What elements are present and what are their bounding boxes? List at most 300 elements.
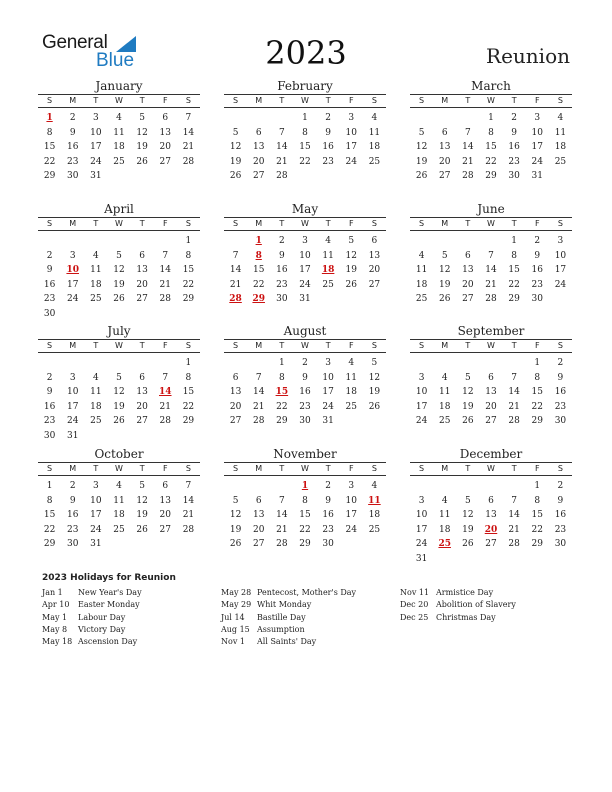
day-cell: 4 [441,372,448,383]
day-cell: 24 [531,156,543,167]
empty-day [247,356,270,371]
day-cell: 11 [90,387,102,397]
empty-day [131,234,154,249]
day-cell: 3 [348,481,355,491]
day-cell: 19 [438,279,451,290]
day-cell: 4 [116,113,122,123]
day-cell: 17 [415,524,428,535]
holiday-name: Christmas Day [436,612,496,622]
day-cell: 7 [162,250,169,261]
day-cell: 23 [299,401,311,412]
day-cell: 5 [464,372,471,383]
empty-day [410,479,433,494]
weekday-label: T [465,341,471,350]
day-cell: 1 [488,113,494,123]
day-cell: 16 [66,510,79,520]
day-cell: 14 [182,127,195,138]
days-grid [38,356,200,443]
day-cell: 22 [43,156,56,167]
weekday-label: S [185,219,191,228]
holiday-day: 1 [46,113,53,123]
day-cell: 18 [345,387,357,397]
day-cell: 9 [46,387,53,397]
day-cell: 23 [554,401,567,412]
day-cell: 8 [46,495,53,506]
day-cell: 5 [232,127,239,138]
day-cell: 19 [113,401,125,412]
day-cell: 9 [69,495,76,506]
weekday-label: T [325,341,331,350]
weekday-label: F [348,96,354,105]
day-cell: 16 [554,387,567,397]
empty-day [456,234,479,249]
empty-day [107,356,130,371]
day-cell: 31 [531,171,543,181]
weekday-label: T [139,341,145,350]
holiday-name: Abolition of Slavery [436,600,516,610]
day-cell: 5 [464,495,471,506]
holiday-day: 18 [321,265,335,275]
day-cell: 28 [159,416,171,426]
weekday-label: F [162,96,168,105]
day-cell: 12 [113,387,125,397]
day-cell: 10 [554,250,567,261]
days-grid [410,479,572,566]
weekday-label: W [301,341,309,350]
day-cell: 31 [90,539,102,549]
day-cell: 19 [113,279,125,290]
month-january [38,79,200,184]
day-cell: 26 [113,294,125,304]
day-cell: 17 [415,401,428,412]
holiday-name: Easter Monday [78,600,140,610]
day-cell: 18 [368,142,381,152]
day-cell: 30 [554,539,567,549]
day-cell: 9 [325,495,331,506]
weekday-label: S [233,464,239,473]
month-name: November [273,447,337,461]
empty-day [503,479,526,494]
holiday-entry [400,599,516,611]
day-cell: 6 [139,372,145,383]
day-cell: 5 [139,113,145,123]
day-cell: 5 [139,481,145,491]
holiday-name: Armistice Day [436,588,494,597]
day-cell: 21 [229,279,242,290]
weekday-label: W [487,341,495,350]
day-cell: 4 [441,495,448,506]
weekday-header [224,217,386,231]
weekday-label: F [534,96,540,105]
day-cell: 13 [136,265,148,275]
day-cell: 15 [508,265,520,275]
day-cell: 5 [371,358,378,368]
day-cell: 27 [136,294,148,304]
day-cell: 12 [415,142,428,152]
day-cell: 13 [485,510,497,520]
day-cell: 16 [554,510,567,520]
day-cell: 9 [69,127,76,138]
day-cell: 4 [348,358,355,368]
day-cell: 15 [299,142,311,152]
weekday-label: F [162,341,168,350]
holiday-entry [42,624,142,636]
day-cell: 21 [276,156,288,167]
day-cell: 20 [159,142,171,152]
day-cell: 27 [252,539,265,549]
empty-day [61,356,84,371]
day-cell: 29 [43,171,56,181]
day-cell: 9 [46,265,53,275]
day-cell: 26 [368,401,381,412]
day-cell: 29 [182,294,195,304]
empty-day [154,234,177,249]
day-cell: 31 [66,430,79,441]
day-cell: 22 [531,524,543,535]
day-cell: 24 [345,524,357,535]
day-cell: 1 [534,481,541,491]
holiday-entry [42,599,142,611]
day-cell: 23 [554,524,567,535]
day-cell: 24 [90,156,102,167]
weekday-label: M [255,341,263,350]
day-cell: 23 [322,156,334,167]
day-cell: 10 [345,127,357,138]
day-cell: 28 [276,539,288,549]
day-cell: 18 [90,279,102,290]
holiday-date: May 1 [42,612,68,622]
day-cell: 14 [229,265,242,275]
weekday-label: T [279,341,285,350]
day-cell: 22 [299,156,311,167]
day-cell: 31 [415,553,428,564]
day-cell: 6 [162,481,169,491]
empty-day [433,479,456,494]
weekday-header [410,339,572,353]
month-october [38,447,200,552]
day-cell: 31 [299,294,311,304]
month-name: July [107,324,131,338]
weekday-header [224,339,386,353]
day-cell: 20 [229,401,242,412]
weekday-label: T [325,219,331,228]
day-cell: 30 [508,171,520,181]
weekday-label: S [371,341,377,350]
days-grid [224,234,386,307]
day-cell: 10 [345,495,357,506]
day-cell: 22 [43,524,56,535]
day-cell: 22 [485,156,497,167]
weekday-label: S [557,464,563,473]
day-cell: 15 [182,387,195,397]
day-cell: 25 [90,294,102,304]
day-cell: 8 [534,372,541,383]
weekday-label: T [93,464,99,473]
weekday-label: M [441,464,449,473]
empty-day [38,234,61,249]
holiday-day: 1 [301,481,309,491]
empty-day [84,234,107,249]
day-cell: 12 [438,265,451,275]
day-cell: 1 [185,358,192,368]
day-cell: 6 [371,236,378,246]
day-cell: 27 [368,279,381,290]
weekday-label: T [93,341,99,350]
country-name: Reunion [486,44,570,68]
weekday-label: S [371,96,377,105]
day-cell: 17 [345,142,357,152]
holiday-entry [221,599,356,611]
empty-day [456,111,479,126]
day-cell: 6 [255,495,262,506]
weekday-label: M [69,219,77,228]
day-cell: 22 [531,401,543,412]
empty-day [410,356,433,371]
holiday-date: Aug 15 [221,624,250,634]
day-cell: 2 [557,358,564,368]
day-cell: 20 [485,401,497,412]
day-cell: 16 [66,142,79,152]
day-cell: 17 [299,265,311,275]
day-cell: 3 [69,372,76,383]
day-cell: 18 [438,401,451,412]
day-cell: 3 [418,495,425,506]
day-cell: 4 [92,250,99,261]
day-cell: 21 [159,279,171,290]
day-cell: 31 [322,416,334,426]
weekday-label: M [255,464,263,473]
empty-day [270,479,293,494]
day-cell: 13 [368,250,381,261]
day-cell: 20 [462,279,474,290]
month-may [224,202,386,307]
day-cell: 22 [299,524,311,535]
day-cell: 31 [90,171,102,181]
day-cell: 12 [113,265,125,275]
day-cell: 12 [136,495,148,506]
weekday-label: S [185,464,191,473]
day-cell: 11 [90,265,102,275]
empty-day [38,356,61,371]
holiday-entry [42,587,142,599]
day-cell: 3 [418,372,425,383]
holiday-day: 20 [484,524,498,535]
day-cell: 9 [534,250,541,261]
day-cell: 24 [66,416,79,426]
holiday-date: Apr 10 [42,600,70,610]
day-cell: 9 [278,250,285,261]
day-cell: 24 [345,156,357,167]
empty-day [107,234,130,249]
empty-day [456,356,479,371]
day-cell: 21 [159,401,171,412]
day-cell: 6 [488,495,494,506]
day-cell: 21 [462,156,474,167]
day-cell: 13 [252,510,265,520]
day-cell: 27 [485,416,497,426]
day-cell: 25 [415,294,428,304]
day-cell: 1 [511,236,517,246]
day-cell: 16 [276,265,288,275]
day-cell: 22 [276,401,288,412]
holiday-date: Jul 14 [221,612,245,622]
weekday-label: F [348,341,354,350]
day-cell: 12 [345,250,357,261]
day-cell: 2 [557,481,564,491]
day-cell: 12 [229,142,242,152]
day-cell: 20 [136,401,148,412]
empty-day [456,479,479,494]
weekday-label: W [487,219,495,228]
day-cell: 29 [485,171,497,181]
day-cell: 21 [276,524,288,535]
month-september [410,324,572,429]
calendar-year: 2023 [265,34,347,72]
day-cell: 26 [136,524,148,535]
month-february [224,79,386,184]
holiday-date: May 8 [42,624,68,634]
day-cell: 11 [438,510,451,520]
day-cell: 19 [229,524,242,535]
day-cell: 2 [69,113,76,123]
holiday-entry [221,636,356,648]
day-cell: 26 [136,156,148,167]
day-cell: 16 [322,142,334,152]
day-cell: 21 [508,401,520,412]
day-cell: 23 [43,294,56,304]
day-cell: 2 [46,372,53,383]
day-cell: 2 [46,250,53,261]
day-cell: 8 [278,372,285,383]
day-cell: 17 [345,510,357,520]
month-march [410,79,572,184]
day-cell: 19 [415,156,428,167]
day-cell: 5 [441,250,448,261]
day-cell: 27 [252,171,265,181]
day-cell: 14 [508,510,520,520]
holiday-date: Jan 1 [42,588,63,597]
day-cell: 14 [485,265,497,275]
day-cell: 28 [508,539,520,549]
empty-day [84,356,107,371]
weekday-header [38,339,200,353]
day-cell: 28 [182,156,195,167]
holiday-entry [221,587,356,599]
weekday-label: M [441,219,449,228]
holiday-name: New Year's Day [78,588,142,597]
day-cell: 21 [508,524,520,535]
holiday-date: Nov 1 [221,637,245,647]
day-cell: 4 [371,481,378,491]
day-cell: 4 [418,250,425,261]
day-cell: 7 [232,250,239,261]
day-cell: 18 [368,510,381,520]
weekday-label: W [487,96,495,105]
day-cell: 11 [368,127,381,138]
month-name: September [457,324,525,338]
day-cell: 5 [116,250,122,261]
day-cell: 6 [441,127,448,138]
holiday-name: All Saints' Day [257,637,317,647]
holiday-column [400,587,516,624]
day-cell: 8 [534,495,541,506]
empty-day [270,111,293,126]
weekday-label: T [279,464,285,473]
day-cell: 29 [43,539,56,549]
weekday-label: S [371,464,377,473]
day-cell: 4 [325,236,331,246]
day-cell: 14 [182,495,195,506]
empty-day [224,111,247,126]
day-cell: 25 [90,416,102,426]
days-grid [38,111,200,184]
day-cell: 26 [462,539,474,549]
day-cell: 20 [368,265,381,275]
day-cell: 17 [66,279,79,290]
holiday-date: May 29 [221,600,252,610]
day-cell: 28 [508,416,520,426]
day-cell: 13 [462,265,474,275]
day-cell: 8 [488,127,494,138]
day-cell: 19 [229,156,242,167]
day-cell: 16 [299,387,311,397]
day-cell: 29 [276,416,288,426]
day-cell: 23 [66,524,79,535]
day-cell: 8 [511,250,517,261]
day-cell: 16 [322,510,334,520]
day-cell: 15 [43,510,56,520]
holiday-entry [400,587,516,599]
weekday-label: T [325,96,331,105]
day-cell: 13 [159,127,171,138]
holiday-day: 8 [255,250,262,261]
holiday-date: Dec 25 [400,612,429,622]
weekday-header [224,94,386,108]
weekday-label: S [371,219,377,228]
weekday-header [38,462,200,476]
day-cell: 11 [322,250,334,261]
weekday-label: T [465,96,471,105]
days-grid [410,356,572,429]
day-cell: 4 [92,372,99,383]
month-name: February [277,79,333,93]
day-cell: 28 [485,294,497,304]
holiday-day: 1 [255,236,262,246]
day-cell: 26 [438,294,451,304]
day-cell: 16 [43,279,56,290]
day-cell: 18 [113,510,125,520]
day-cell: 27 [229,416,242,426]
day-cell: 13 [485,387,497,397]
empty-day [247,479,270,494]
day-cell: 3 [302,236,308,246]
day-cell: 7 [464,127,471,138]
day-cell: 17 [90,142,102,152]
day-cell: 10 [322,372,334,383]
weekday-label: T [93,219,99,228]
brand-general: General [42,32,108,53]
day-cell: 9 [557,372,564,383]
weekday-label: M [69,96,77,105]
day-cell: 25 [438,416,451,426]
day-cell: 27 [462,294,474,304]
day-cell: 12 [462,510,474,520]
weekday-label: W [115,464,123,473]
day-cell: 30 [554,416,567,426]
day-cell: 1 [302,113,308,123]
day-cell: 27 [136,416,148,426]
day-cell: 6 [139,250,145,261]
